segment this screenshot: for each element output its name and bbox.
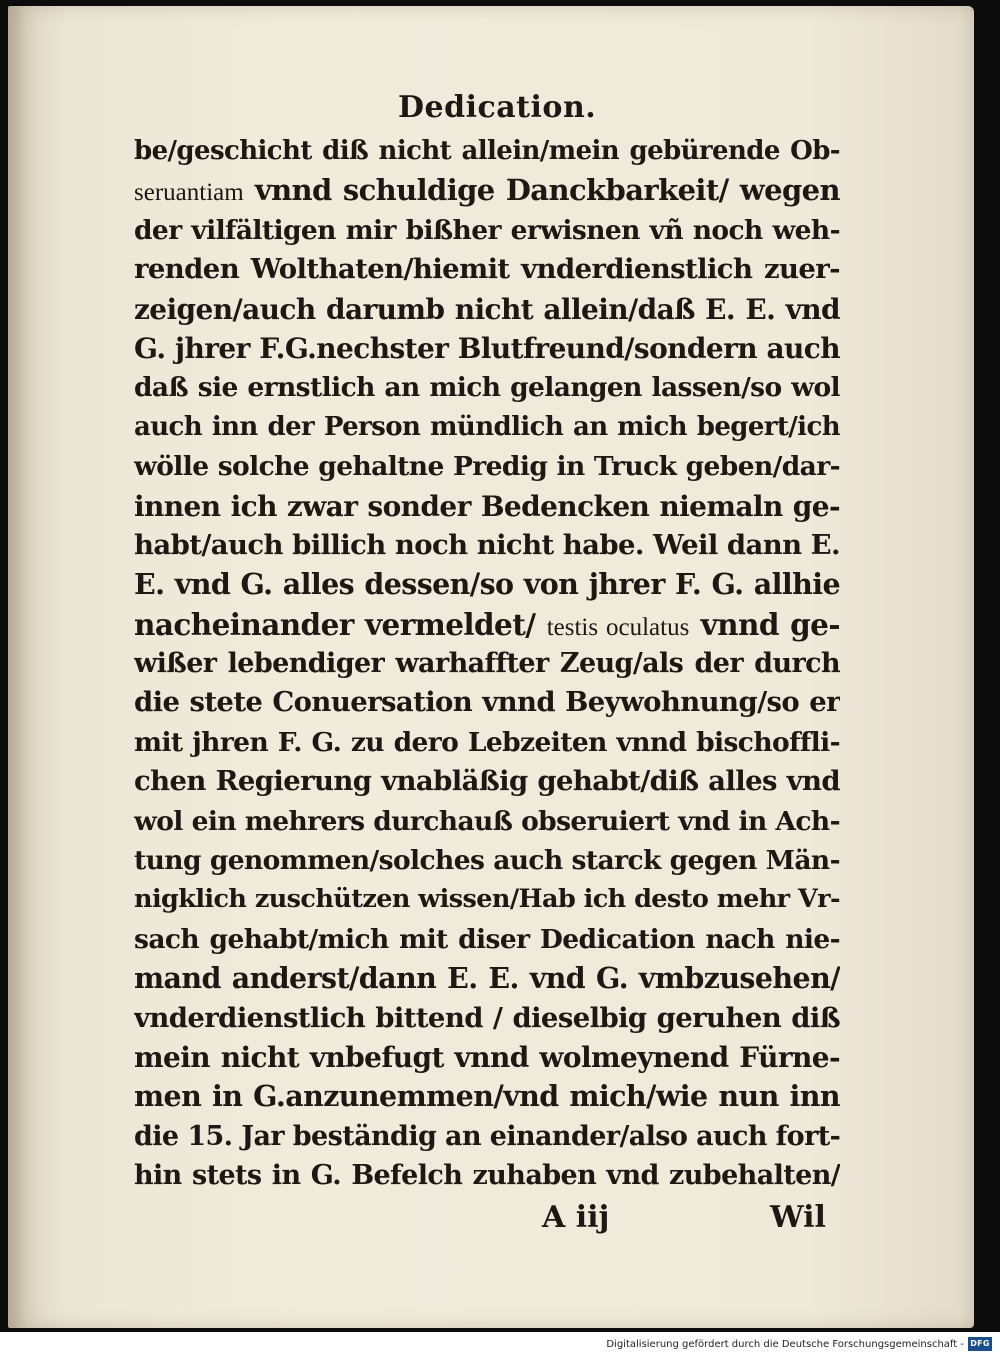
text-segment: mand anderst/dann E. E. vnd G. vmbzusehen/ xyxy=(134,961,840,996)
running-head: Dedication. xyxy=(398,90,597,125)
text-segment: die stete Conuersation vnnd Beywohnung/so er xyxy=(134,686,840,719)
text-line xyxy=(134,290,840,329)
text-line xyxy=(134,880,840,919)
text-line xyxy=(134,841,840,880)
text-segment: sach gehabt/mich mit diser Dedication nach nie- xyxy=(134,923,840,955)
text-segment: der vilfältigen mir bißher erwisnen vñ noch weh- xyxy=(134,214,840,246)
text-segment: tung genommen/solches auch starck gegen Män- xyxy=(134,845,840,877)
text-line xyxy=(134,683,840,722)
text-line xyxy=(134,526,840,565)
text-line xyxy=(134,132,840,171)
text-line xyxy=(134,1077,840,1116)
footer-bar xyxy=(0,1332,1000,1356)
text-line xyxy=(134,250,840,289)
text-segment: vnderdienstlich bittend / dieselbig geruhen diß xyxy=(134,1001,840,1034)
text-segment: auch inn der Person mündlich an mich begert/ich xyxy=(134,411,840,442)
text-segment: men in G.anzunemmen/vnd mich/wie nun inn xyxy=(134,1079,840,1114)
text-line xyxy=(134,762,840,801)
text-segment: wißer lebendiger warhaffter Zeug/als der durch xyxy=(134,648,840,680)
text-segment: mit jhren F. G. zu dero Lebzeiten vnnd bischoffli- xyxy=(134,726,840,758)
signature-mark: A iij xyxy=(542,1200,610,1235)
text-segment: habt/auch billich noch nicht habe. Weil dann E. xyxy=(134,528,840,561)
text-segment: renden Wolthaten/hiemit vnderdienstlich zuer- xyxy=(134,253,840,286)
text-segment: wölle solche gehaltne Predig in Truck geben/dar- xyxy=(134,451,840,483)
text-segment: vnnd ge- xyxy=(689,606,840,642)
text-segment: G. jhrer F.G.nechster Blutfreund/sondern auch xyxy=(134,331,840,365)
text-segment: innen ich zwar sonder Bedencken niemaln ge- xyxy=(134,489,840,523)
text-segment: vnnd schuldige Danckbarkeit/ wegen xyxy=(243,173,840,208)
text-segment: hin stets in G. Befelch zuhaben vnd zubehalten/ xyxy=(134,1160,840,1192)
latin-term: seruantiam xyxy=(134,179,244,207)
text-line xyxy=(134,723,840,762)
text-segment: die 15. Jar beständig an einander/also auch fort- xyxy=(134,1120,840,1152)
text-segment: chen Regierung vnabläßig gehabt/diß alles vnd xyxy=(134,765,840,798)
text-line xyxy=(134,211,840,250)
text-line xyxy=(134,605,840,644)
text-segment: nigklich zuschützen wissen/Hab ich desto mehr Vr- xyxy=(134,884,840,915)
text-line xyxy=(134,1038,840,1077)
text-line xyxy=(134,1117,840,1156)
text-segment: zeigen/auch darumb nicht allein/daß E. E. vnd xyxy=(134,292,840,326)
dfg-logo: DFG xyxy=(968,1337,992,1351)
text-block xyxy=(134,132,840,1196)
text-line xyxy=(134,802,840,841)
latin-term: testis oculatus xyxy=(546,613,690,641)
text-line xyxy=(134,171,840,210)
text-segment: E. vnd G. alles dessen/so von jhrer F. G. allhie xyxy=(134,567,840,602)
text-line xyxy=(134,920,840,959)
funding-credit: Digitalisierung gefördert durch die Deutsche Forschungsgemeinschaft - xyxy=(606,1339,964,1350)
text-line xyxy=(134,999,840,1038)
text-line xyxy=(134,487,840,526)
text-segment: wol ein mehrers durchauß obseruiert vnd in Ach- xyxy=(134,805,840,837)
text-line xyxy=(134,644,840,683)
text-line xyxy=(134,959,840,998)
text-segment: nacheinander vermeldet/ xyxy=(134,606,547,642)
text-segment: daß sie ernstlich an mich gelangen lassen/so wol xyxy=(134,372,840,404)
text-segment: be/geschicht diß nicht allein/mein gebürende Ob- xyxy=(134,136,840,166)
text-line xyxy=(134,368,840,407)
text-line xyxy=(134,565,840,604)
text-line xyxy=(134,447,840,486)
book-page xyxy=(8,6,974,1328)
text-line xyxy=(134,329,840,368)
text-line xyxy=(134,408,840,447)
text-line xyxy=(134,1156,840,1195)
text-segment: mein nicht vnbefugt vnnd wolmeynend Fürne- xyxy=(134,1040,840,1074)
catchword: Wil xyxy=(770,1200,826,1235)
